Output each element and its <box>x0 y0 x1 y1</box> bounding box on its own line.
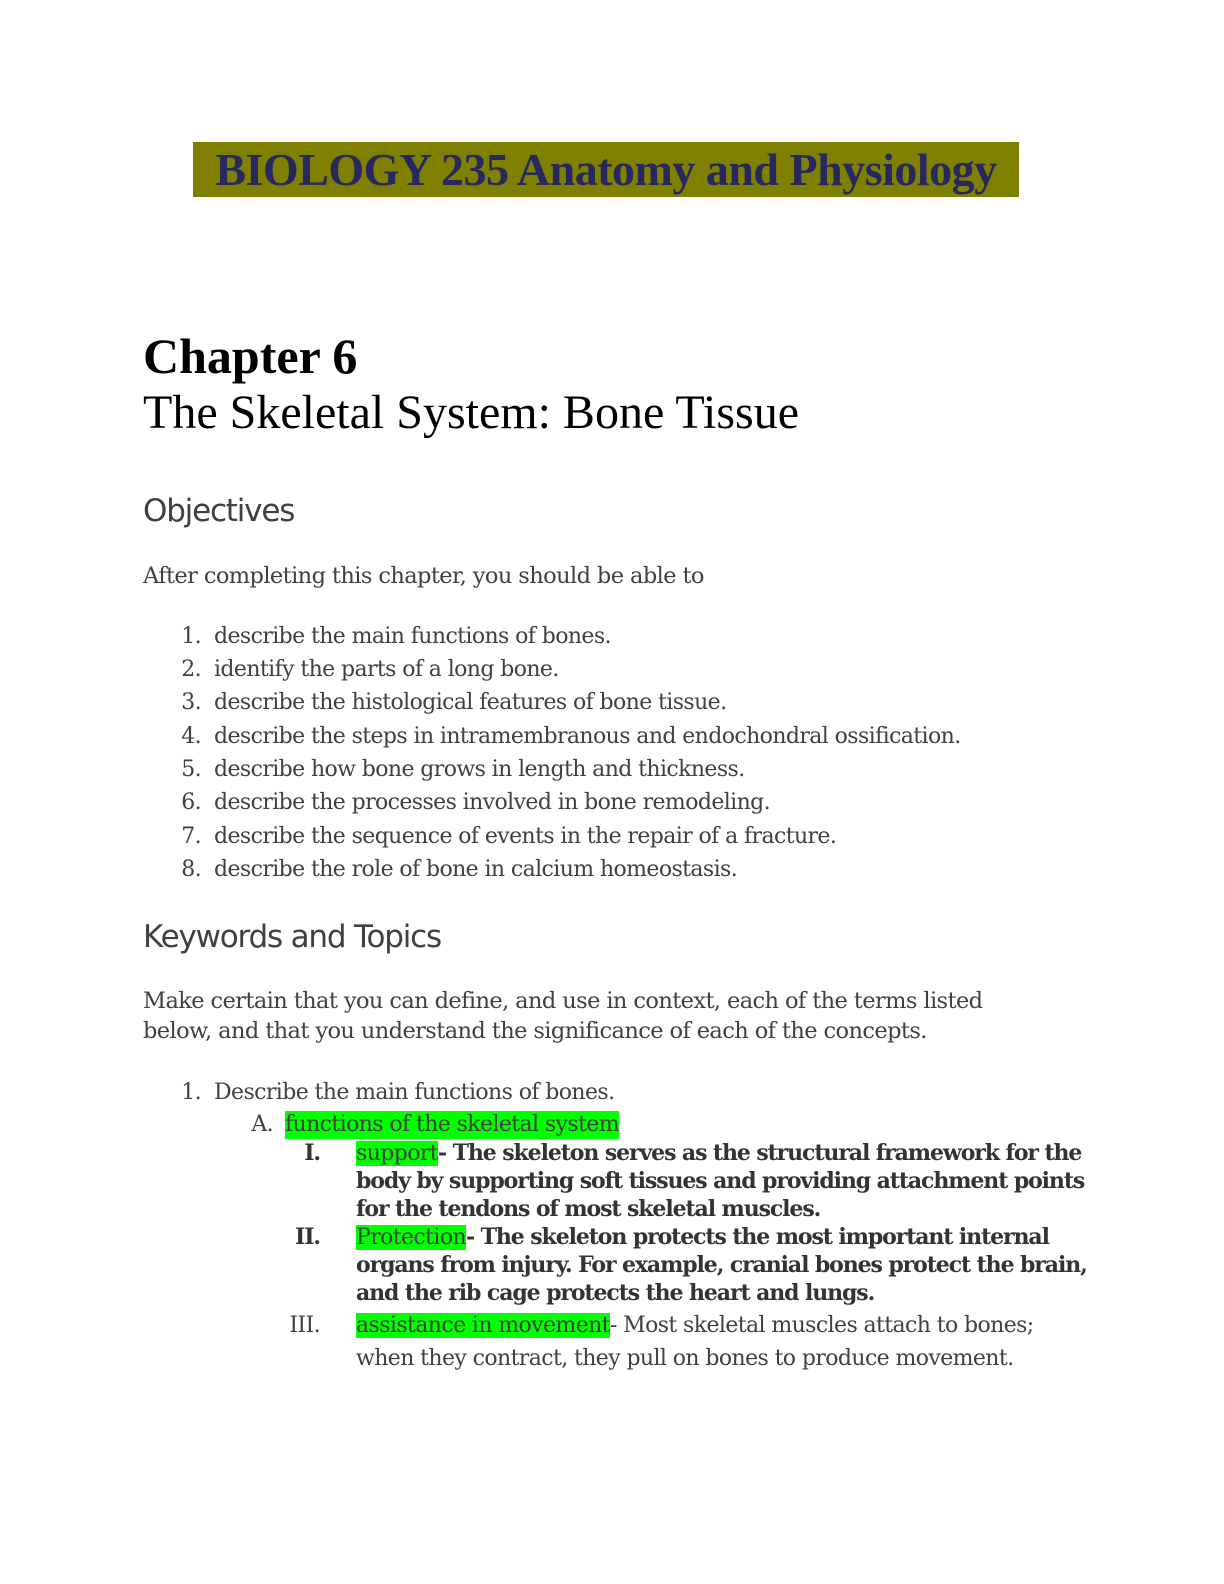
list-number: 7. <box>181 824 201 849</box>
list-text: describe the role of bone in calcium homeostasis. <box>214 857 738 882</box>
list-text: describe the processes involved in bone remodeling. <box>214 790 771 815</box>
term-support: support <box>356 1141 439 1166</box>
topic-number: 1. <box>181 1080 201 1105</box>
topic-text: Describe the main functions of bones. <box>214 1080 615 1105</box>
roman-numeral: I. <box>304 1140 320 1166</box>
chapter-title: The Skeletal System: Bone Tissue <box>143 386 800 439</box>
definition-text: and the rib cage protects the heart and lungs. <box>356 1280 875 1306</box>
list-number: 8. <box>181 857 201 882</box>
definition-text: when they contract, they pull on bones to produce movement. <box>356 1346 1014 1371</box>
list-text: describe how bone grows in length and thickness. <box>214 757 745 782</box>
function-line <box>356 1223 1049 1252</box>
list-number: 1. <box>181 624 201 649</box>
definition-text: body by supporting soft tissues and providing attachment points <box>356 1168 1085 1194</box>
term-assistance-in-movement: assistance in movement <box>356 1313 610 1338</box>
list-number: 6. <box>181 790 201 815</box>
keywords-intro-line-2: below, and that you understand the significance of each of the concepts. <box>143 1018 927 1044</box>
list-text: describe the sequence of events in the repair of a fracture. <box>214 824 837 849</box>
list-number: 5. <box>181 757 201 782</box>
list-text: describe the histological features of bone tissue. <box>214 690 727 715</box>
definition-text: for the tendons of most skeletal muscles. <box>356 1196 821 1222</box>
subtopic-letter: A. <box>251 1112 273 1137</box>
definition-text: - The skeleton protects the most important internal <box>466 1224 1049 1250</box>
objectives-intro: After completing this chapter, you should be able to <box>143 563 704 589</box>
function-line <box>356 1139 1081 1168</box>
keywords-heading: Keywords and Topics <box>143 919 441 955</box>
definition-text: - Most skeletal muscles attach to bones; <box>609 1313 1034 1338</box>
objectives-heading: Objectives <box>143 493 295 529</box>
function-line <box>356 1312 1034 1340</box>
term-protection: Protection <box>356 1225 467 1250</box>
list-number: 2. <box>181 657 201 682</box>
roman-numeral: III. <box>289 1313 320 1338</box>
definition-text: - The skeleton serves as the structural framework for the <box>438 1140 1082 1166</box>
list-number: 4. <box>181 724 201 749</box>
course-title: BIOLOGY 235 Anatomy and Physiology <box>193 142 1019 197</box>
roman-numeral: II. <box>295 1224 320 1250</box>
chapter-number: Chapter 6 <box>143 328 358 384</box>
list-number: 3. <box>181 690 201 715</box>
subtopic-text: functions of the skeletal system <box>285 1112 619 1137</box>
definition-text: organs from injury. For example, cranial bones protect the brain, <box>356 1252 1087 1278</box>
list-text: describe the steps in intramembranous and endochondral ossification. <box>214 724 961 749</box>
list-text: identify the parts of a long bone. <box>214 657 559 682</box>
keywords-intro-line-1: Make certain that you can define, and use in context, each of the terms listed <box>143 988 983 1014</box>
list-text: describe the main functions of bones. <box>214 624 611 649</box>
